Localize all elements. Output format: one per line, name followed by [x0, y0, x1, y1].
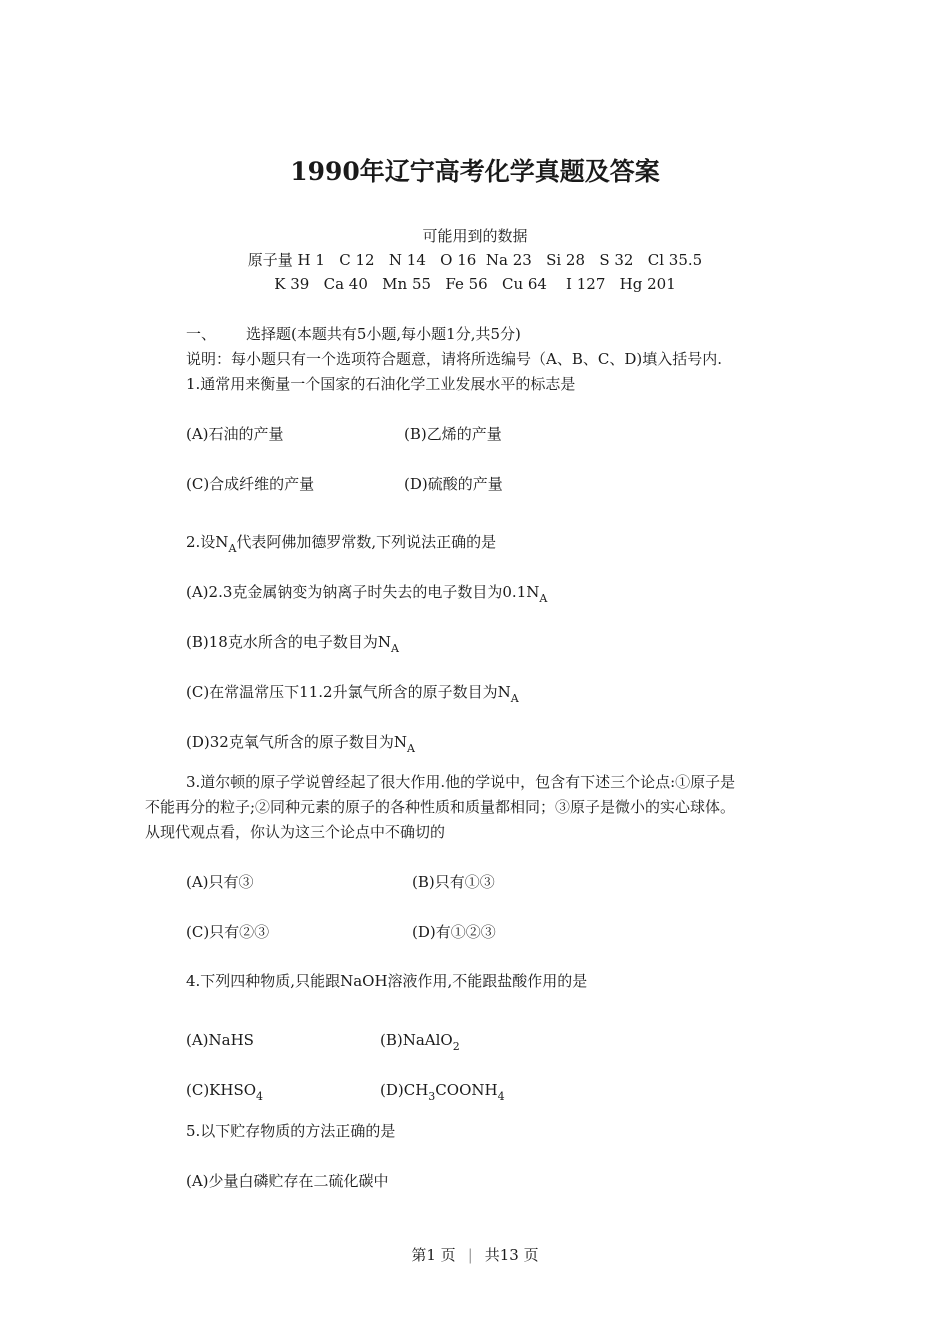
- q2-option-d-subscript: A: [406, 742, 415, 755]
- section-number: 一、: [186, 325, 217, 343]
- q2-option-b-text: (B)18克水所含的电子数目为N: [186, 633, 391, 651]
- q2-stem-subscript: A: [228, 542, 237, 555]
- q3-stem-line-2: 不能再分的粒子;②同种元素的原子的各种性质和质量都相同；③原子是微小的实心球体。: [145, 798, 736, 816]
- q2-option-a: [186, 582, 548, 605]
- page-number: 第1 页: [411, 1246, 456, 1264]
- q4-option-b-subscript: 2: [452, 1040, 460, 1053]
- q2-option-a-text: (A)2.3克金属钠变为钠离子时失去的电子数目为0.1N: [186, 583, 540, 601]
- q4-option-a: (A)NaHS: [186, 1031, 254, 1049]
- q3-option-d: (D)有①②③: [412, 923, 496, 941]
- q2-option-c: [186, 682, 519, 705]
- q2-option-d-text: (D)32克氧气所含的原子数目为N: [186, 733, 407, 751]
- page-title: 1990年辽宁高考化学真题及答案: [290, 157, 660, 186]
- atomic-mass-row-1: 原子量 H 1 C 12 N 14 O 16 Na 23 Si 28 S 32 Cl 35.5: [247, 251, 703, 269]
- q2-option-c-text: (C)在常温常压下11.2升氯气所含的原子数目为N: [186, 683, 511, 701]
- q1-option-b: (B)乙烯的产量: [404, 425, 502, 443]
- q2-stem-text-rest: 代表阿佛加德罗常数,下列说法正确的是: [236, 533, 497, 551]
- q2-option-a-subscript: A: [539, 592, 548, 605]
- q4-option-b-text: (B)NaAlO: [380, 1031, 453, 1049]
- q2-option-d: [186, 732, 415, 755]
- q1-option-a: (A)石油的产量: [186, 425, 284, 443]
- q2-stem: [186, 532, 497, 555]
- section-title: 选择题(本题共有5小题,每小题1分,共5分): [246, 325, 521, 343]
- q4-option-c-subscript: 4: [256, 1090, 264, 1103]
- q2-stem-text: 2.设N: [186, 533, 229, 551]
- q5-stem: 5.以下贮存物质的方法正确的是: [186, 1122, 396, 1140]
- data-header: 可能用到的数据: [422, 227, 528, 245]
- section-instruction: 说明：每小题只有一个选项符合题意，请将所选编号（A、B、C、D)填入括号内.: [186, 350, 722, 368]
- q1-option-c: (C)合成纤维的产量: [186, 475, 315, 493]
- q5-option-a: (A)少量白磷贮存在二硫化碳中: [186, 1172, 389, 1190]
- q2-option-b-subscript: A: [390, 642, 399, 655]
- q2-option-c-subscript: A: [510, 692, 519, 705]
- q1-stem: 1.通常用来衡量一个国家的石油化学工业发展水平的标志是: [186, 375, 576, 393]
- q4-stem: 4.下列四种物质,只能跟NaOH溶液作用,不能跟盐酸作用的是: [186, 972, 588, 990]
- page-total: 共13 页: [484, 1246, 539, 1264]
- q3-stem-line-1: 3.道尔顿的原子学说曾经起了很大作用.他的学说中，包含有下述三个论点:①原子是: [186, 773, 736, 791]
- q1-option-d: (D)硫酸的产量: [404, 475, 503, 493]
- q4-option-d-text-mid: COONH: [435, 1081, 498, 1099]
- q4-option-d-subscript-1: 3: [428, 1090, 436, 1103]
- q3-stem-line-3: 从现代观点看，你认为这三个论点中不确切的: [145, 823, 446, 841]
- q4-option-c-text: (C)KHSO: [186, 1081, 257, 1099]
- q4-option-d: [380, 1080, 505, 1103]
- q3-option-b: (B)只有①③: [412, 873, 495, 891]
- footer-separator: |: [467, 1246, 473, 1264]
- page-footer: [0, 1244, 950, 1265]
- q2-option-b: [186, 632, 399, 655]
- q3-option-a: (A)只有③: [186, 873, 254, 891]
- atomic-mass-row-2: K 39 Ca 40 Mn 55 Fe 56 Cu 64 I 127 Hg 201: [274, 275, 676, 293]
- q3-option-c: (C)只有②③: [186, 923, 270, 941]
- q4-option-c: [186, 1080, 264, 1103]
- q4-option-b: [380, 1030, 460, 1053]
- q4-option-d-text: (D)CH: [380, 1081, 429, 1099]
- q4-option-d-subscript-2: 4: [497, 1090, 505, 1103]
